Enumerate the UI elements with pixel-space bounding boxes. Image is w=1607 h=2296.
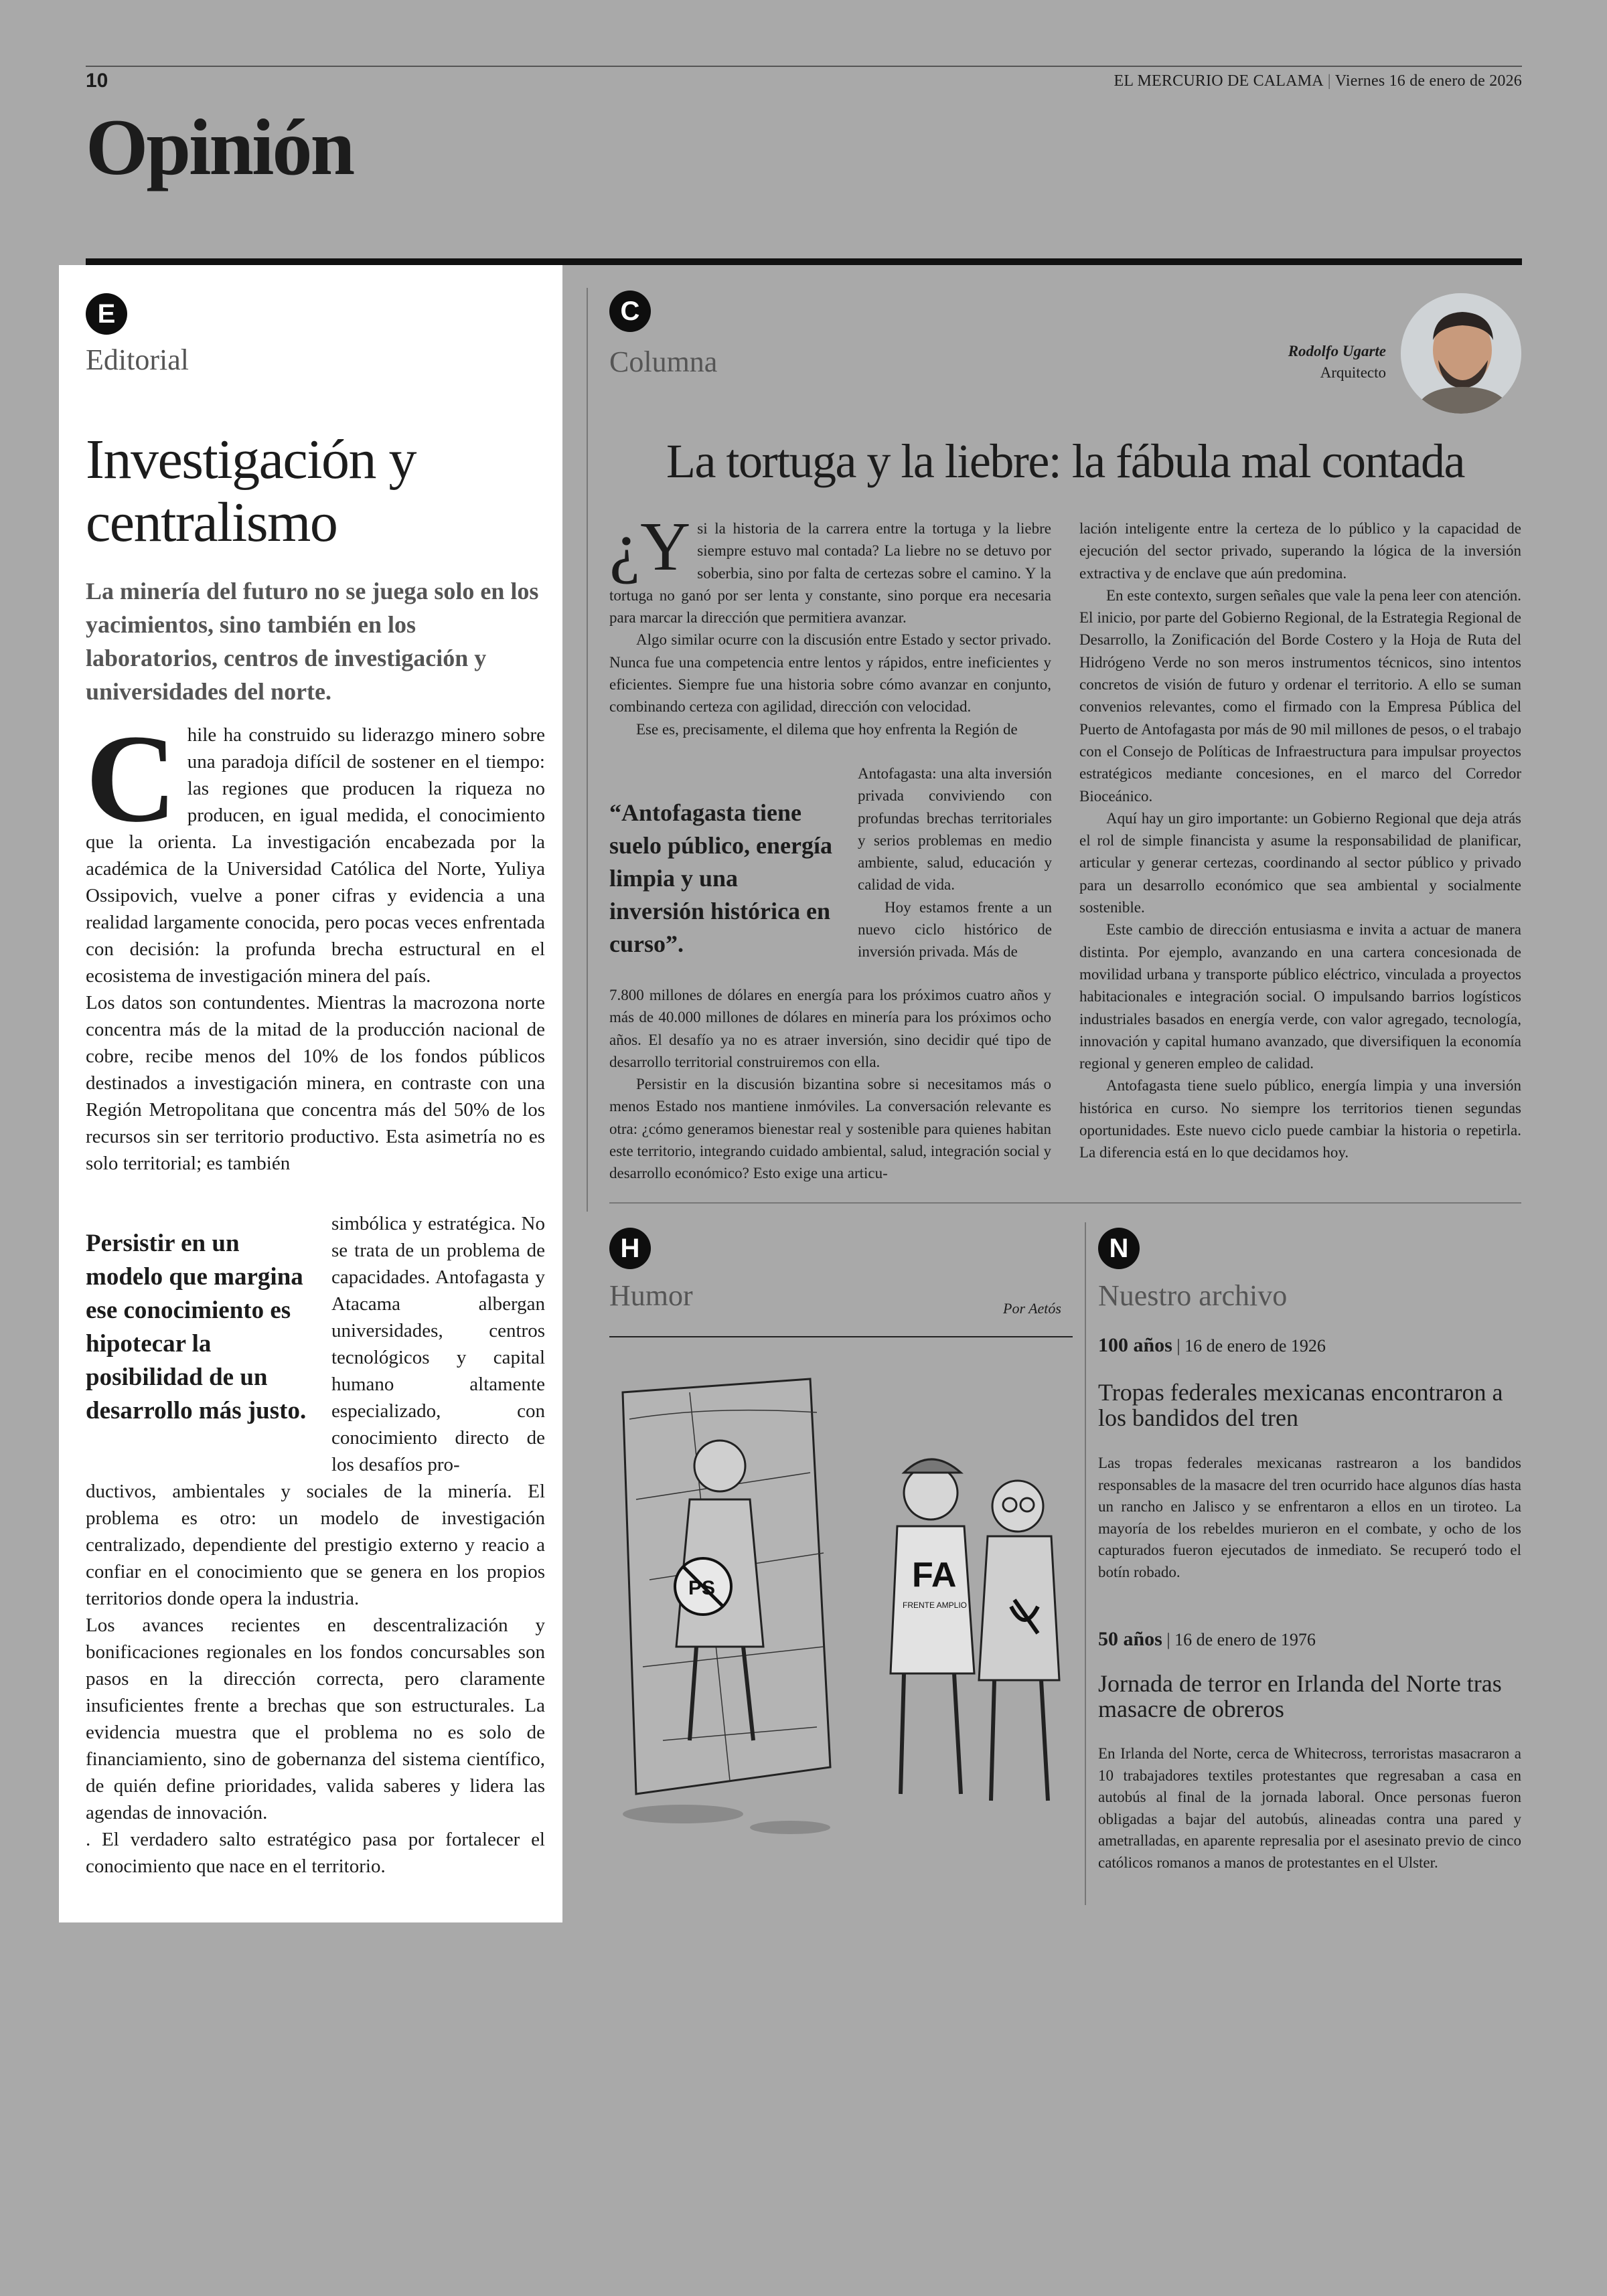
column-paragraph: Hoy estamos frente a un nuevo ciclo histórico de inversión privada. Más de [858,898,1052,961]
masthead-date: Viernes 16 de enero de 2026 [1334,72,1522,90]
editorial-title: Investigación y centralismo [86,428,416,554]
humor-credit: Por Aetós [1003,1300,1061,1317]
editorial-paragraph: hile ha construido su liderazgo minero sobre una paradoja difícil de sostener en el tiempo: las regiones que producen la riqueza no producen, en igual medida, el conocimiento que la orienta. La investigación encabezada por la académica de la Universidad Católica del Norte, Yuliya Ossipovich, vuelve a poner cifras y evidencia a una realidad largamente conocida, pero pocas veces enfrentada con decisión: la profunda brecha estructural en el ecosistema de investigación minera del país. [86,724,545,987]
column-title: La tortuga y la liebre: la fábula mal contada [666,434,1464,488]
author-name: Rodolfo Ugarte [1288,343,1386,359]
humor-archive-divider [1085,1222,1086,1905]
editorial-paragraph: simbólica y estratégica. No se trata de un problema de capacidades. Antofagasta y Atacama albergan universidades, centros tecnológicos y capital humano altamente especializado, con conocimiento directo de los desafíos pro- [331,1213,545,1475]
column-body-left-top [609,508,1051,740]
column-paragraph: Algo similar ocurre con la discusión entre Estado y sector privado. Nunca fue una competencia entre lentos y rápidos, entre ineficientes y eficientes. Siempre fue una historia sobre cómo avanzar en conjunto, combinando certeza con agilidad, dirección con velocidad. [609,631,1051,716]
archive-item-date-text: 16 de enero de 1976 [1174,1630,1316,1649]
column-paragraph: Antofagasta tiene suelo público, energía limpia y una inversión histórica en curso. No siempre los territorios tienen segundas oportunidades. Este nuevo ciclo puede cambiar la historia o repetirla. La diferencia está en lo que decidamos hoy. [1079,1077,1521,1161]
archive-item-date: 100 años | 16 de enero de 1926 [1098,1334,1326,1356]
column-label: Columna [609,345,718,378]
archive-item-text: En Irlanda del Norte, cerca de Whitecross, terroristas masacraron a 10 trabajadores textiles protestantes que regresaban a casa en autobús al final de la jornada laboral. Once personas fueron obligadas a bajar del autobús, alineadas contra una pared y ametralladas, en aparente represalia por el asesinato previo de cinco católicos romanos a manos de protestantes en el Ulster. [1098,1745,1521,1871]
column-lead-mark: ¿Y [609,508,691,585]
column-paragraph: Antofagasta: una alta inversión privada conviviendo con profundas brechas territoriales y serios problemas en medio ambiente, salud, educación y calidad de vida. [858,765,1052,894]
archive-item-text: Las tropas federales mexicanas rastrearon a los bandidos responsables de la masacre del tren ocurrido hace algunos días hasta un rancho en Jalisco y se enfrentaron a ellos en un tiroteo. La mayoría de los rebeldes murieron en el combate, y ocho de los capturados fueron ejecutados de inmediato. Se recuperó todo el botín robado. [1098,1455,1521,1580]
author-role: Arquitecto [1320,364,1386,381]
masthead-name: EL MERCURIO DE CALAMA [1114,72,1324,90]
column-body-right [1079,517,1521,1164]
editorial-badge: E [86,293,127,335]
column-paragraph: lación inteligente entre la certeza de lo público y la capacidad de ejecución del sector privado, superando la lógica de la inversión extractiva y de enclave que aún predomina. [1079,520,1521,582]
archive-item-headline: Tropas federales mexicanas encontraron a los bandidos del tren [1098,1379,1503,1431]
editorial-paragraph: . El verdadero salto estratégico pasa por fortalecer el conocimiento que nace en el territorio. [86,1829,545,1877]
author-photo-icon [1401,293,1521,414]
cartoon-text: PS [688,1577,716,1599]
editorial-paragraph: Los datos son contundentes. Mientras la macrozona norte concentra más de la mitad de la producción nacional de cobre, recibe menos del 10% de los fondos públicos destinados a investigación minera, en contraste con una Región Metropolitana que concentra más del 50% de los recursos sin ser territorio productivo. Esta asimetría no es solo territorial; es también [86,992,545,1174]
archive-label: Nuestro archivo [1098,1279,1288,1312]
column-paragraph: En este contexto, surgen señales que vale la pena leer con atención. El inicio, por parte del Gobierno Regional, de la Estrategia Regional de Desarrollo, la Zonificación del Borde Costero y la Hoja de Ruta del Hidrógeno Verde no son meros instrumentos técnicos, sino intentos concretos de visión de futuro y ordenar el territorio. A ello se suman convenios relevantes, como el firmado con la Empresa Pública del Puerto de Antofagasta por más de 90 mil millones de pesos, o el trabajo con el Consejo de Políticas de Infraestructura para impulsar proyectos estratégicos mediante concesiones, en el marco del Corredor Bioceánico. [1079,586,1521,805]
archive-badge: N [1098,1228,1140,1269]
editorial-body-top [86,708,545,1177]
column-paragraph: 7.800 millones de dólares en energía para los próximos cuatro años y más de 40.000 millones de dólares en minería para los próximos ocho años. El desafío ya no es atraer inversión, sino decidir qué tipo de desarrollo territorial construiremos con ella. [609,987,1051,1070]
humor-badge: H [609,1228,651,1269]
editorial-label: Editorial [86,343,189,376]
editorial-dropcap: C [86,708,177,848]
column-body-left-side [858,762,1052,963]
column-paragraph: Aquí hay un giro importante: un Gobierno Regional que deja atrás el rol de simple financista y asume la responsabilidad de planificar, articular y generar certezas, coordinando al sector público y privado para un desarrollo económico que sea ambiental y socialmente sostenible. [1079,809,1521,916]
section-rule [86,258,1522,265]
humor-rule [609,1336,1073,1337]
editorial-body-side [331,1210,545,1478]
masthead: EL MERCURIO DE CALAMA | Viernes 16 de enero de 2026 [1114,72,1522,90]
archive-item-headline: Jornada de terror en Irlanda del Norte tras masacre de obreros [1098,1670,1502,1722]
editorial-paragraph: ductivos, ambientales y sociales de la minería. El problema es otro: un modelo de investigación centralizado, dependiente del prestigio externo y reacio a confiar en el conocimiento que se genera en los propios territorios donde opera la industria. [86,1481,545,1609]
column-body-left-bottom [609,984,1051,1185]
editorial-body-bottom [86,1478,545,1880]
column-paragraph: si la historia de la carrera entre la tortuga y la liebre siempre estuvo mal contada? La liebre no se detuvo por soberbia, sino por falta de certezas sobre el camino. Y la tortuga no ganó por ser lenta y constante, sino porque era necesaria para marcar la dirección que permitiera avanzar. [609,520,1051,627]
editorial-deck: La minería del futuro no se juega solo en los yacimientos, sino también en los laboratorios, centros de investigación y universidades del norte. [86,578,539,705]
editorial-paragraph: Los avances recientes en descentralización y bonificaciones regionales en los fondos concursables son pasos en la dirección correcta, pero claramente insuficientes frente a brechas que son estructurales. La evidencia muestra que el problema no es solo de financiamiento, sino de gobernanza del sistema científico, de quién define prioridades, valida saberes y liderа las agendas de innovación. [86,1615,545,1823]
column-paragraph: Ese es, precisamente, el dilema que hoy enfrenta la Región de [636,720,1018,738]
section-title: Opinión [86,102,354,191]
page-number: 10 [86,70,108,92]
column-pull-quote: “Antofagasta tiene suelo público, energía limpia y una inversión histórica en curso”. [609,799,833,957]
editorial-pull-quote: Persistir en un modelo que margina ese conocimiento es hipotecar la posibilidad de un desarrollo más justo. [86,1230,307,1424]
humor-label: Humor [609,1279,693,1312]
archive-item-years: 100 años [1098,1334,1172,1356]
archive-item-years: 50 años [1098,1628,1162,1650]
author-avatar [1401,293,1521,414]
cartoon-text: FA [912,1556,957,1594]
cartoon-illustration-icon [609,1366,1073,1848]
humor-cartoon [609,1366,1073,1848]
top-rule [86,66,1522,67]
column-paragraph: Persistir en la discusión bizantina sobre si necesitamos más o menos Estado nos mantiene inmóviles. La conversación relevante es otra: ¿cómo generamos bienestar real y sostenible para quienes habitan este territorio, integrando cuidado ambiental, salud, integración social y desarrollo económico? Esto exige una articu- [609,1076,1051,1182]
bottom-divider [609,1202,1521,1204]
column-badge: C [609,291,651,332]
archive-item-date-text: 16 de enero de 1926 [1184,1336,1326,1356]
column-paragraph: Este cambio de dirección entusiasma e invita a actuar de manera distinta. Por ejemplo, avanzando en una cartera concesionada de movilidad urbana y transporte público eléctrico, vinculada a proyectos habitacionales e integración social. O impulsando barrios logísticos industriales basados en energía verde, con valor agregado, tecnología, innovación y capital humano avanzado, que diversifiquen la economía regional y generen empleo de calidad. [1079,921,1521,1072]
cartoon-text: FRENTE AMPLIO [903,1601,968,1610]
archive-item-date: 50 años | 16 de enero de 1976 [1098,1628,1316,1650]
column-divider [587,288,588,1212]
